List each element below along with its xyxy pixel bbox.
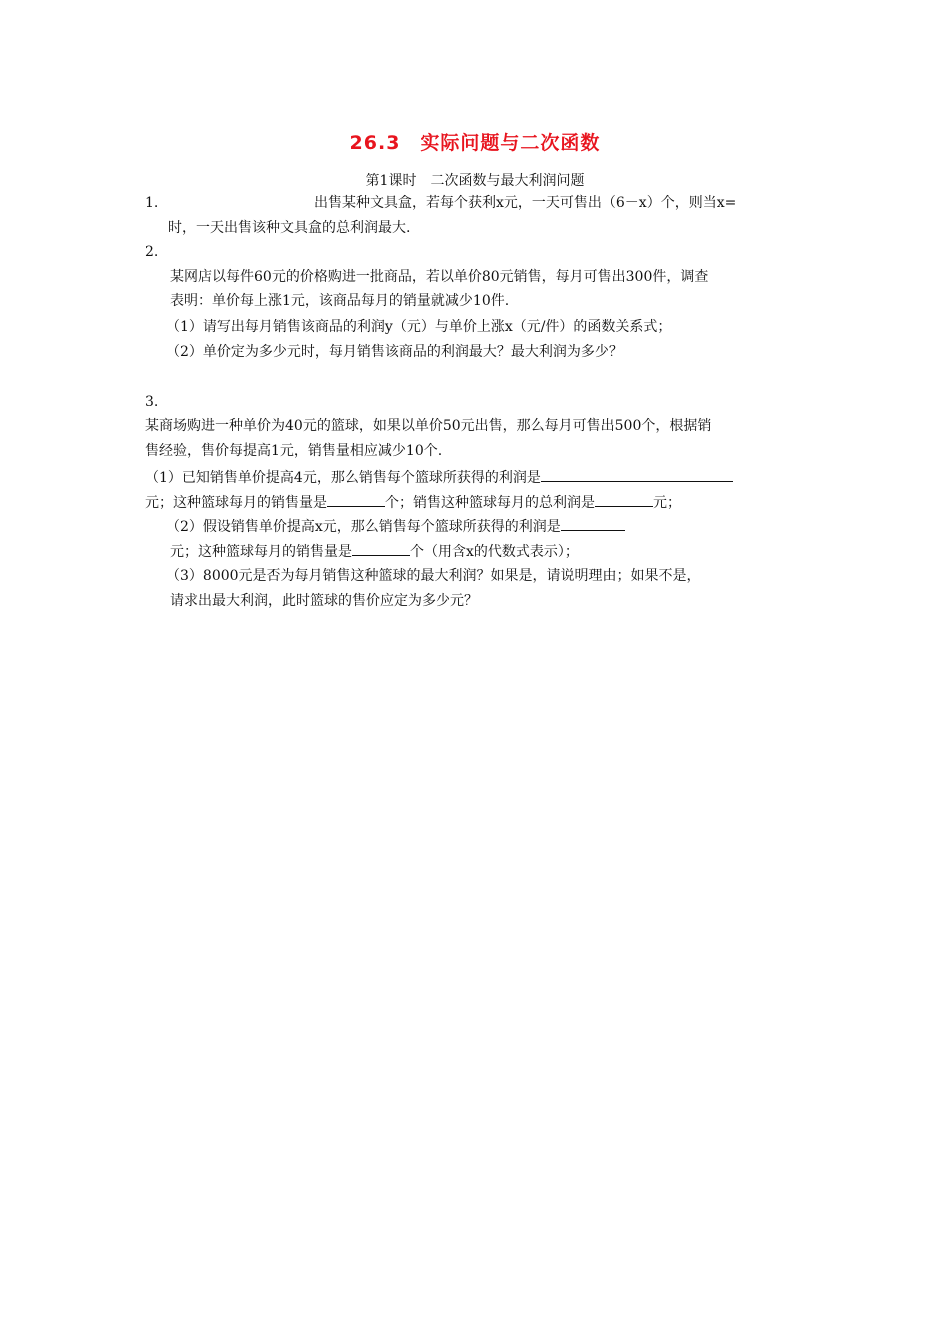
q3-line8: 请求出最大利润，此时篮球的售价应定为多少元？ [170,593,478,609]
q3-part1-cont [145,492,681,513]
answer-blank-profit[interactable] [541,467,733,482]
q3-line6-a: 元；这种篮球每月的销售量是 [170,544,352,560]
q1-number: 1. [145,195,159,211]
q3-line4-b: 个；销售这种篮球每月的总利润是 [385,495,595,511]
q2-line3: （1）请写出每月销售该商品的利润y（元）与单价上涨x（元/件）的函数关系式； [166,319,672,335]
q3-part2 [166,516,625,537]
answer-blank-profit-x[interactable] [561,516,625,531]
q2-line1: 某网店以每件60元的价格购进一批商品，若以单价80元销售，每月可售出300件，调查 [170,269,709,285]
q1-line2: 时，一天出售该种文具盒的总利润最大. [168,220,411,236]
page-title: 26.3 实际问题与二次函数 [349,132,601,154]
q2-line2: 表明：单价每上涨1元，该商品每月的销量就减少10件. [170,293,510,309]
q3-line2: 售经验，售价每提高1元，销售量相应减少10个. [145,443,443,459]
q3-number: 3. [145,394,159,410]
q3-line6-b: 个（用含x的代数式表示）； [410,544,579,560]
q3-line4-c: 元； [653,495,681,511]
q3-line3: （1）已知销售单价提高4元，那么销售每个篮球所获得的利润是 [145,470,541,486]
q3-part1 [145,467,733,488]
q3-line4-a: 元；这种篮球每月的销售量是 [145,495,327,511]
q3-line1: 某商场购进一种单价为40元的篮球，如果以单价50元出售，那么每月可售出500个，根据销 [145,418,712,434]
answer-blank-total-profit[interactable] [595,492,653,507]
page-subtitle: 第1课时 二次函数与最大利润问题 [365,173,585,189]
q1-line1: 出售某种文具盒，若每个获利x元，一天可售出（6－x）个，则当x= [314,195,737,211]
q2-line4: （2）单价定为多少元时，每月销售该商品的利润最大？最大利润为多少？ [166,344,623,360]
answer-blank-sales-x[interactable] [352,541,410,556]
q3-line5: （2）假设销售单价提高x元，那么销售每个篮球所获得的利润是 [166,519,561,535]
answer-blank-sales[interactable] [327,492,385,507]
q3-line7: （3）8000元是否为每月销售这种篮球的最大利润？如果是，请说明理由；如果不是， [166,568,701,584]
q2-number: 2. [145,244,159,260]
q3-part2-cont [170,541,579,562]
